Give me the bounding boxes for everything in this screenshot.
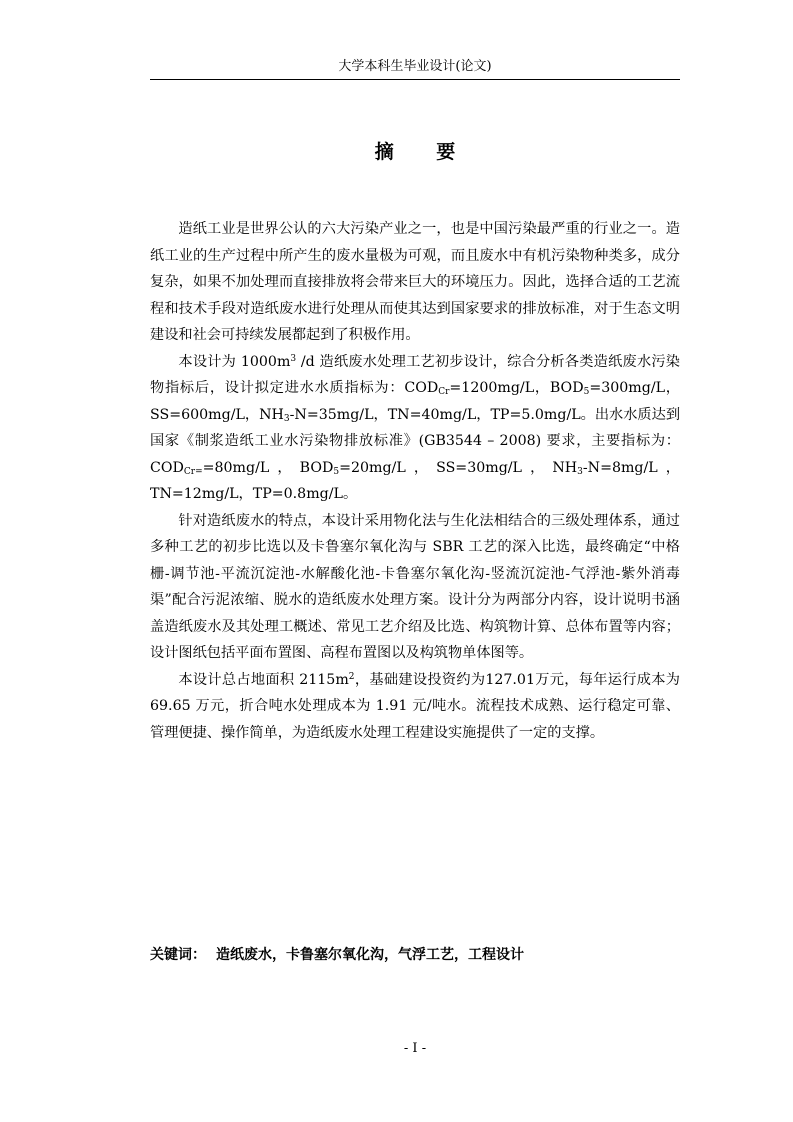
keywords-values: 造纸废水，卡鲁塞尔氧化沟，气浮工艺，工程设计 [216,947,524,963]
abstract-paragraph-3: 针对造纸废水的特点，本设计采用物化法与生化法相结合的三级处理体系，通过多种工艺的初步比选以及卡鲁塞尔氧化沟与 SBR 工艺的深入比选，最终确定“中格栅-调节池-平流沉淀池-水解酸化池-卡鲁塞尔氧化沟-竖流沉淀池-气浮池-紫外消毒渠”配合污泥浓缩、脱水的造纸废水处理方案。设计分为两部分内容，设计说明书涵盖造纸废水及其处理工概述、常见工艺介绍及比选、构筑物计算、总体布置等内容；设计图纸包括平面布置图、高程布置图以及构筑物单体图等。 [150,512,680,661]
page-number: - I - [403,1041,427,1056]
running-header: 大学本科生毕业设计(论文) [338,59,492,74]
abstract-body [150,216,680,746]
abstract-paragraph-1: 造纸工业是世界公认的六大污染产业之一，也是中国污染最严重的行业之一。造纸工业的生产过程中所产生的废水量极为可观，而且废水中有机污染物种类多，成分复杂，如果不加处理而直接排放将会带来巨大的环境压力。因此，选择合适的工艺流程和技术手段对造纸废水进行处理从而使其达到国家要求的排放标准，对于生态文明建设和社会可持续发展都起到了积极作用。 [150,221,680,343]
abstract-title: 摘 要 [374,141,474,163]
keywords-label: 关键词： [150,947,206,963]
abstract-paragraph-2: 本设计为 $1000m^3$ /d 造纸废水处理工艺初步设计，综合分析各类造纸废水污染物指标后，设计拟定进水水质指标为：$COD_{Cr}=1200mg/L$，$BOD_5=300mg/L$，SS=600mg/L，$NH_3-N=35mg/L$，TN=40mg/L，TP=5.0mg/L。出水水质达到国家《制浆造纸工业水污染物排放标准》(GB3544 – 2008) 要求，主要指标为：$COD_{Cr=}=80mg/L$，$BOD_5=20mg/L$，SS=30mg/L，$NH_3-N=8mg/L$，TN=12mg/L，TP=0.8mg/L。 [150,353,681,502]
abstract-paragraph-4: 本设计总占地面积 $2115m^2$，基础建设投资约为127.01万元，每年运行成本为 69.65 万元，折合吨水处理成本为 1.91 元/吨水。流程技术成熟、运行稳定可靠、管理便捷、操作简单，为造纸废水处理工程建设实施提供了一定的支撑。 [150,671,680,741]
keywords-line [150,944,680,964]
header-divider [150,79,680,80]
